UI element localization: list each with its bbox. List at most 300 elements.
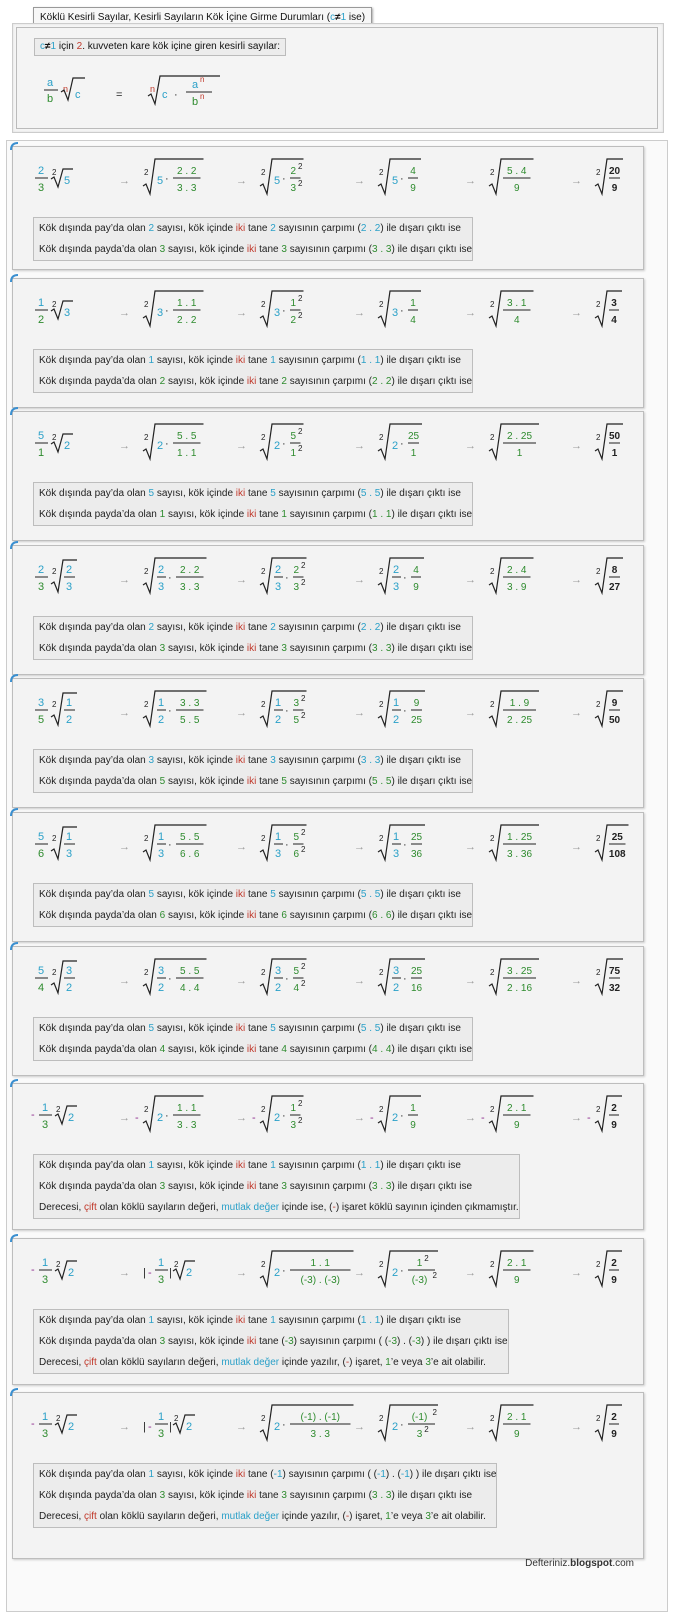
arrow-icon: → <box>236 574 247 586</box>
explanation-line <box>34 239 472 260</box>
numerator: 1 <box>410 298 416 309</box>
highlight-value: 3 . 3 <box>360 755 381 766</box>
highlight-value: 1 <box>270 355 276 366</box>
denominator: 9 <box>513 1120 520 1131</box>
plain-text: sayısı, kök içinde <box>165 244 247 255</box>
highlight-value: 1 . 1 <box>372 509 392 520</box>
inner-value: 2 <box>186 1267 193 1279</box>
plain-text: ) ile dışarı çıktı ise <box>380 755 461 766</box>
numerator: 3 <box>293 698 300 709</box>
highlight-value: 1 . 1 <box>360 1160 381 1171</box>
root-index: 2 <box>261 1260 266 1269</box>
arrow-icon: → <box>354 1112 365 1124</box>
arrow-icon: → <box>465 307 476 319</box>
numerator: 2 <box>611 1258 617 1269</box>
plain-text: sayısı, kök içinde <box>165 509 247 520</box>
denominator: 9 <box>611 1120 617 1131</box>
formula-dot: · <box>174 89 178 101</box>
root-index: 2 <box>144 300 149 309</box>
inner-denominator: 2 <box>65 982 73 994</box>
explanation-line <box>34 617 472 638</box>
dot-operator: · <box>168 839 172 851</box>
plain-text: ) ile dışarı çıktı ise <box>380 355 461 366</box>
highlight-value: 3 <box>148 755 155 766</box>
lead-numerator: 2 <box>157 564 165 576</box>
highlight-value: 1 . 1 <box>360 355 381 366</box>
numerator: 25 <box>410 966 423 977</box>
highlight-value: 2 <box>148 622 155 633</box>
explanation-box <box>33 1309 509 1374</box>
minus-sign: - <box>370 1112 374 1124</box>
dot-operator: · <box>168 572 172 584</box>
equation-svg <box>13 1393 641 1453</box>
plain-text: ) ile dışarı çıktı ise <box>391 1044 473 1055</box>
highlight-value: 4 . 4 <box>372 1044 392 1055</box>
title-one: 1 <box>340 12 347 23</box>
arrow-icon: → <box>571 175 582 187</box>
highlight-value: 2 . 2 <box>360 223 381 234</box>
lead-numerator: 1 <box>274 697 282 709</box>
coef-numerator: 3 <box>37 697 45 709</box>
plain-text: sayısı, kök içinde <box>154 1160 236 1171</box>
remark-highlight: 1 <box>385 1357 391 1368</box>
inner-denominator: 3 <box>65 848 73 860</box>
coef-numerator: 1 <box>41 1411 49 1423</box>
coef-denominator: 3 <box>41 1274 49 1286</box>
plain-text: tane <box>256 1490 282 1501</box>
remark-highlight: mutlak değer <box>221 1511 280 1522</box>
lead-denominator: 2 <box>392 714 400 726</box>
coef-numerator: 1 <box>41 1102 49 1114</box>
arrow-icon: → <box>465 574 476 586</box>
count-word: iki <box>246 1490 257 1501</box>
root-index: 2 <box>261 168 266 177</box>
arrow-icon: → <box>236 1112 247 1124</box>
root-index: 2 <box>596 1105 601 1114</box>
numerator: 1 <box>290 298 297 309</box>
plain-text: Kök dışında pay’da olan <box>39 223 149 234</box>
minus-sign: - <box>587 1112 591 1124</box>
numerator: 1 . 9 <box>509 698 530 709</box>
denominator: 9 <box>413 582 419 593</box>
formula-b: b <box>46 93 54 105</box>
plain-text: ) ile dışarı çıktı ise <box>380 889 461 900</box>
root-index: 2 <box>379 1414 384 1423</box>
plain-text: ) ile dışarı çıktı ise <box>391 643 473 654</box>
arrow-icon: → <box>119 707 130 719</box>
root-index: 2 <box>261 834 266 843</box>
example-panel <box>12 411 644 541</box>
minus-sign: - <box>31 1109 35 1121</box>
example-panel <box>12 1238 644 1385</box>
dot-operator: · <box>285 572 289 584</box>
root-index: 2 <box>261 968 266 977</box>
arrow-icon: → <box>236 1421 247 1433</box>
count-word: iki <box>235 755 246 766</box>
denominator: 1 <box>611 448 618 459</box>
inner-numerator: 1 <box>65 831 73 843</box>
equation-svg <box>13 147 641 207</box>
arrow-icon: → <box>119 1267 130 1279</box>
highlight-value: 3 <box>159 1181 166 1192</box>
plain-text: ) ile dışarı çıktı ise <box>380 223 461 234</box>
root-index: 2 <box>144 1105 149 1114</box>
denominator: 16 <box>410 983 423 994</box>
highlight-value: 6 <box>159 910 166 921</box>
footer-credit <box>525 1558 634 1569</box>
note-post: . kuvveten kare kök içine giren kesirli sayılar: <box>82 41 281 52</box>
numerator: 8 <box>611 565 618 576</box>
root-index: 2 <box>261 567 266 576</box>
denominator: 2 . 25 <box>506 715 533 726</box>
plain-text: Kök dışında pay’da olan <box>39 1023 149 1034</box>
equation-row <box>13 813 641 873</box>
formula-an: a <box>192 79 199 91</box>
lead-value: 3 <box>157 307 164 319</box>
coef-denominator: 6 <box>37 848 45 860</box>
numerator-exponent: 2 <box>298 294 303 303</box>
plain-text: Derecesi, <box>39 1511 85 1522</box>
radical-sign <box>260 691 307 726</box>
numerator: 3 <box>611 298 617 309</box>
numerator: 50 <box>608 431 621 442</box>
remark-highlight: çift <box>84 1202 97 1213</box>
highlight-value: 1 <box>270 1160 276 1171</box>
numerator: 2 . 2 <box>177 166 197 177</box>
remark-highlight: - <box>345 1511 350 1522</box>
root-index: 2 <box>52 567 57 576</box>
numerator: (-1) . (-1) <box>300 1412 340 1423</box>
root-index: 2 <box>261 700 266 709</box>
numerator: 1 <box>290 1103 297 1114</box>
equation-row <box>13 947 641 1007</box>
numerator: 5 . 4 <box>507 166 527 177</box>
highlight-value: 2 <box>270 223 276 234</box>
example-panel <box>12 946 644 1076</box>
equation-svg <box>13 947 641 1007</box>
dot-operator: · <box>400 305 404 317</box>
coef-numerator: 1 <box>157 1411 165 1423</box>
equation-svg <box>13 546 641 606</box>
radical-sign <box>51 560 77 592</box>
formula-index-n: n <box>63 84 69 94</box>
lead-value: 2 <box>392 1421 399 1433</box>
highlight-value: 2 . 2 <box>372 376 392 387</box>
count-word: iki <box>235 1160 246 1171</box>
highlight-value: 5 <box>159 776 166 787</box>
plain-text: Kök dışında payda’da olan <box>39 376 160 387</box>
highlight-value: 3 . 3 <box>372 643 392 654</box>
denominator: 25 <box>410 715 423 726</box>
plain-text: ) . ( <box>397 1336 413 1347</box>
title-post: ise) <box>346 12 366 23</box>
lead-value: 5 <box>157 175 164 187</box>
lead-value: 2 <box>274 1421 281 1433</box>
footer-pre: Defteriniz. <box>525 1558 571 1569</box>
numerator-exponent: 2 <box>301 694 306 703</box>
explanation-box <box>33 349 473 393</box>
abs-bar-right: | <box>169 1267 172 1279</box>
lead-numerator: 3 <box>274 965 282 977</box>
denominator: 2 <box>290 315 297 326</box>
root-index: 2 <box>596 168 601 177</box>
numerator: 2 . 4 <box>507 565 527 576</box>
plain-text: Kök dışında payda’da olan <box>39 1044 160 1055</box>
arrow-icon: → <box>571 1267 582 1279</box>
plain-text: Kök dışında payda’da olan <box>39 910 160 921</box>
denominator: 3 . 9 <box>507 582 527 593</box>
inner-denominator: 3 <box>65 581 73 593</box>
plain-text: tane <box>256 244 282 255</box>
highlight-value: 1 <box>148 355 155 366</box>
arrow-icon: → <box>236 307 247 319</box>
formula-a: a <box>46 77 54 89</box>
plain-text: sayısının çarpımı ( <box>286 1181 372 1192</box>
remark-highlight: çift <box>84 1357 97 1368</box>
plain-text: Kök dışında payda’da olan <box>39 1181 160 1192</box>
formula-c2: c <box>162 89 168 101</box>
plain-text: ) ile dışarı çıktı ise <box>391 776 473 787</box>
explanation-line <box>34 1310 508 1331</box>
inner-value: 2 <box>186 1421 193 1433</box>
arrow-icon: → <box>571 975 582 987</box>
root-index: 2 <box>144 834 149 843</box>
root-index: 2 <box>261 300 266 309</box>
denominator-exponent: 2 <box>432 1271 437 1280</box>
root-index: 2 <box>261 1414 266 1423</box>
plain-text: sayısı, kök içinde <box>165 643 247 654</box>
numerator: 2 <box>293 565 300 576</box>
inner-value: 5 <box>64 175 71 187</box>
denominator: 3 . 3 <box>177 1120 197 1131</box>
plain-text: Kök dışında pay’da olan <box>39 1160 149 1171</box>
plain-text: ) ) ile dışarı çıktı ise <box>420 1336 508 1347</box>
highlight-value: 5 <box>270 1023 276 1034</box>
plain-text: ) işaret, <box>349 1357 386 1368</box>
lead-denominator: 3 <box>157 581 165 593</box>
plain-text: Kök dışında payda’da olan <box>39 776 160 787</box>
coef-denominator: 1 <box>37 447 45 459</box>
numerator: 5 . 5 <box>180 966 200 977</box>
root-index: 2 <box>174 1260 179 1269</box>
denominator-exponent: 2 <box>298 179 303 188</box>
coef-numerator: 5 <box>37 831 45 843</box>
numerator: 25 <box>407 431 420 442</box>
arrow-icon: → <box>119 440 130 452</box>
arrow-icon: → <box>354 1421 365 1433</box>
plain-text: Derecesi, <box>39 1202 85 1213</box>
dot-operator: · <box>282 438 286 450</box>
root-index: 2 <box>490 834 495 843</box>
coef-denominator: 4 <box>37 982 45 994</box>
count-word: iki <box>235 1023 246 1034</box>
inner-value: 3 <box>64 307 71 319</box>
plain-text: sayısı, kök içinde <box>154 488 236 499</box>
equation-row <box>13 412 641 472</box>
count-word: iki <box>246 1044 257 1055</box>
coef-denominator: 3 <box>37 581 45 593</box>
root-index: 2 <box>56 1105 61 1114</box>
plain-text: tane <box>245 755 271 766</box>
plain-text: tane ( <box>245 1469 274 1480</box>
explanation-line <box>34 1485 496 1506</box>
denominator: 2 . 2 <box>177 315 197 326</box>
dot-operator: · <box>285 705 289 717</box>
minus-sign: - <box>148 1421 152 1433</box>
numerator: 1 . 1 <box>177 298 197 309</box>
plain-text: tane <box>256 1181 282 1192</box>
coef-denominator: 3 <box>157 1428 165 1440</box>
title-text: Köklü Kesirli Sayılar, Kesirli Sayıların Kök İçine Girme Durumları ( <box>40 12 331 23</box>
dot-operator: · <box>168 705 172 717</box>
remark-highlight: çift <box>84 1511 97 1522</box>
root-index: 2 <box>490 1105 495 1114</box>
numerator: 75 <box>608 966 621 977</box>
equation-svg <box>13 1239 641 1299</box>
denominator: 9 <box>611 1429 617 1440</box>
dot-operator: · <box>403 705 407 717</box>
denominator: 4 <box>611 315 617 326</box>
numerator: 25 <box>611 832 623 843</box>
inner-value: 2 <box>64 440 71 452</box>
root-index: 2 <box>596 1260 601 1269</box>
plain-text: ’e veya <box>390 1357 426 1368</box>
plain-text: sayısı, kök içinde <box>165 1044 247 1055</box>
plain-text: ) sayısının çarpımı ( ( <box>293 1336 389 1347</box>
root-index: 2 <box>52 700 57 709</box>
plain-text: sayısı, kök içinde <box>165 376 247 387</box>
equation-row <box>13 1239 641 1299</box>
remark-highlight: - <box>345 1357 350 1368</box>
arrow-icon: → <box>119 574 130 586</box>
remark-highlight: 3 <box>425 1357 431 1368</box>
plain-text: sayısının çarpımı ( <box>286 376 372 387</box>
explanation-box <box>33 1463 497 1528</box>
highlight-value: 2 <box>270 622 276 633</box>
plain-text: ) . ( <box>385 1469 401 1480</box>
root-index: 2 <box>490 567 495 576</box>
dot-operator: · <box>165 173 169 185</box>
explanation-line <box>34 483 472 504</box>
explanation-box <box>33 883 473 927</box>
inner-value: 2 <box>68 1267 75 1279</box>
numerator: 4 <box>410 166 416 177</box>
arrow-icon: → <box>465 707 476 719</box>
denominator-exponent: 2 <box>301 578 306 587</box>
denominator-exponent: 2 <box>301 979 306 988</box>
denominator: 4 <box>293 983 300 994</box>
denominator: 9 <box>611 1275 617 1286</box>
highlight-value: 5 <box>270 488 276 499</box>
lead-denominator: 3 <box>157 848 165 860</box>
numerator-exponent: 2 <box>301 828 306 837</box>
lead-value: 5 <box>392 175 399 187</box>
lead-value: 2 <box>274 440 281 452</box>
plain-text: sayısının çarpımı ( <box>275 889 361 900</box>
arrow-icon: → <box>354 440 365 452</box>
minus-sign: - <box>135 1112 139 1124</box>
plain-text: Derecesi, <box>39 1357 85 1368</box>
plain-text: ) ile dışarı çıktı ise <box>391 910 473 921</box>
highlight-value: 2 . 2 <box>360 622 381 633</box>
dot-operator: · <box>282 1110 286 1122</box>
highlight-value: 3 . 3 <box>372 1490 392 1501</box>
numerator: 2 . 25 <box>506 431 533 442</box>
count-word: iki <box>246 1181 257 1192</box>
lead-numerator: 3 <box>392 965 400 977</box>
root-index: 2 <box>144 433 149 442</box>
radical-sign <box>51 693 77 725</box>
remark-line <box>34 1506 496 1527</box>
equation-svg <box>13 412 641 472</box>
arrow-icon: → <box>571 307 582 319</box>
plain-text: ) işaret köklü sayının içinden çıkmamıştır. <box>335 1202 519 1213</box>
denominator: 1 <box>290 448 297 459</box>
highlight-value: 5 . 5 <box>360 889 381 900</box>
dot-operator: · <box>168 973 172 985</box>
abs-bar-left: | <box>143 1267 146 1279</box>
highlight-value: 2 <box>281 376 287 387</box>
root-index: 2 <box>596 700 601 709</box>
plain-text: ) ile dışarı çıktı ise <box>380 1315 461 1326</box>
plain-text: içinde ise, ( <box>279 1202 333 1213</box>
example-panel <box>12 678 644 808</box>
highlight-value: 3 <box>159 1336 166 1347</box>
title-neq: ≠ <box>335 12 341 23</box>
arrow-icon: → <box>465 841 476 853</box>
plain-text: ’e veya <box>390 1511 426 1522</box>
formula-index-n2: n <box>150 84 156 94</box>
arrow-icon: → <box>354 307 365 319</box>
denominator: 27 <box>608 582 621 593</box>
lead-value: 2 <box>157 1112 164 1124</box>
dot-operator: · <box>285 973 289 985</box>
dot-operator: · <box>400 1265 404 1277</box>
plain-text: olan köklü sayıların değeri, <box>96 1511 222 1522</box>
lead-denominator: 2 <box>157 982 165 994</box>
arrow-icon: → <box>119 1112 130 1124</box>
numerator-exponent: 2 <box>301 962 306 971</box>
denominator: 4 <box>410 315 416 326</box>
plain-text: Kök dışında payda’da olan <box>39 509 160 520</box>
lead-denominator: 2 <box>274 714 282 726</box>
explanation-line <box>34 1176 519 1197</box>
plain-text: sayısı, kök içinde <box>154 1469 236 1480</box>
remark-highlight: - <box>332 1202 336 1213</box>
inner-numerator: 2 <box>65 564 73 576</box>
note-mid: için <box>56 41 77 52</box>
numerator: 25 <box>410 832 423 843</box>
plain-text: Kök dışında payda’da olan <box>39 643 160 654</box>
numerator: 2 . 1 <box>507 1412 527 1423</box>
arrow-icon: → <box>354 975 365 987</box>
numerator: 2 . 1 <box>507 1258 527 1269</box>
explanation-box <box>33 1154 520 1219</box>
count-word: iki <box>235 1469 246 1480</box>
lead-value: 2 <box>274 1112 281 1124</box>
denominator: 9 <box>513 1275 520 1286</box>
lead-value: 3 <box>274 307 281 319</box>
root-index: 2 <box>379 168 384 177</box>
remark-line <box>34 1352 508 1373</box>
example-panel <box>12 146 644 270</box>
plain-text: sayısının çarpımı ( <box>286 244 372 255</box>
plain-text: içinde yazılır, ( <box>279 1511 346 1522</box>
highlight-value: 3 <box>270 755 276 766</box>
plain-text: sayısının çarpımı ( <box>286 910 372 921</box>
count-word: iki <box>246 776 257 787</box>
plain-text: Kök dışında pay’da olan <box>39 355 149 366</box>
